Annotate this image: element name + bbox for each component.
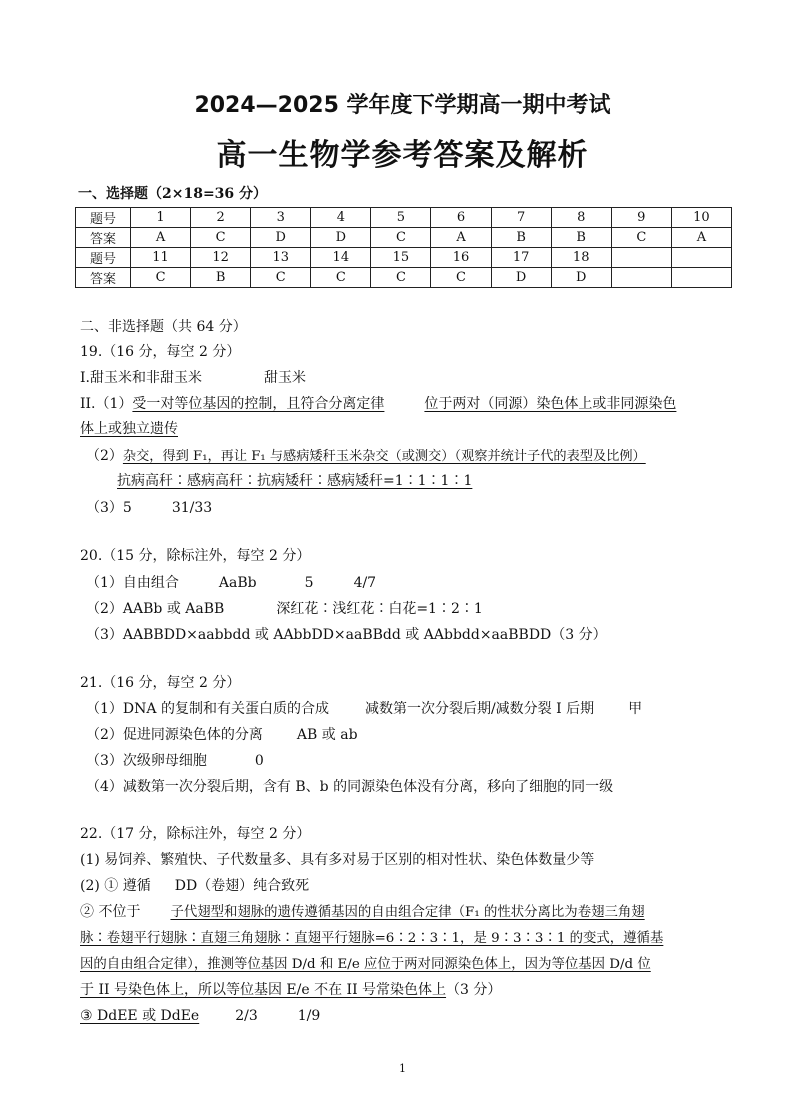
answer-text: 1/9 xyxy=(297,1008,321,1024)
answer-text: 于 II 号染色体上，所以等位基因 E/e 不在 II 号常染色体上 xyxy=(80,982,447,998)
answer-text: 杂交，得到 F₁，再让 F₁ 与感病矮秆玉米杂交（或测交）（观察并统计子代的表型及比例） xyxy=(122,449,646,464)
table-cell: C xyxy=(131,268,191,288)
table-cell: B xyxy=(191,268,251,288)
table-cell: 16 xyxy=(431,248,491,268)
table-cell: 6 xyxy=(431,208,491,228)
answer-text: （3 分） xyxy=(446,982,502,998)
answer-label: （2） xyxy=(86,727,123,743)
q22-line7 xyxy=(80,1005,320,1025)
table-cell: 12 xyxy=(191,248,251,268)
section1-heading: 一、选择题（2×18=36 分） xyxy=(78,186,268,202)
answer-label: （1） xyxy=(86,701,123,717)
table-cell: B xyxy=(491,228,551,248)
table-row xyxy=(76,268,732,288)
table-cell: C xyxy=(371,228,431,248)
q21-line3 xyxy=(86,750,264,770)
answer-text: 甲 xyxy=(628,701,643,717)
table-cell: 11 xyxy=(131,248,191,268)
table-cell: 9 xyxy=(611,208,671,228)
answer-text: AABBDD×aabbdd 或 AAbbDD×aaBBdd 或 AAbbdd×aaBBDD（3 分） xyxy=(122,627,607,643)
answer-label: （3） xyxy=(86,500,123,516)
answer-text: 抗病高秆∶感病高秆∶抗病矮秆∶感病矮秆=1∶1∶1∶1 xyxy=(117,473,473,489)
answer-label: （1） xyxy=(86,575,123,591)
table-cell xyxy=(611,248,671,268)
answer-text: 子代翅型和翅脉的遗传遵循基因的自由组合定律（F₁ 的性状分离比为卷翅三角翅 xyxy=(170,905,645,920)
q20-line3 xyxy=(86,624,607,644)
table-cell xyxy=(611,268,671,288)
answer-label: II.（1） xyxy=(80,396,133,412)
row-label-answer: 答案 xyxy=(76,268,131,288)
q20-heading: 20.（15 分，除标注外，每空 2 分） xyxy=(80,548,311,564)
table-cell: C xyxy=(431,268,491,288)
row-label-question: 题号 xyxy=(76,248,131,268)
table-cell xyxy=(671,248,731,268)
q21-line2 xyxy=(86,724,358,744)
q22-line1: (1) 易饲养、繁殖快、子代数量多、具有多对易于区别的相对性状、染色体数量少等 xyxy=(80,852,595,868)
answer-text: ③ DdEE 或 DdEe xyxy=(80,1008,200,1024)
q22-heading: 22.（17 分，除标注外，每空 2 分） xyxy=(80,826,311,842)
answer-text: I.甜玉米和非甜玉米 xyxy=(80,370,202,386)
answer-text: 2/3 xyxy=(235,1008,258,1024)
table-cell: D xyxy=(491,268,551,288)
section2-heading: 二、非选择题（共 64 分） xyxy=(80,319,247,335)
answer-text: 甜玉米 xyxy=(263,370,306,386)
table-row xyxy=(76,208,732,228)
table-cell: 8 xyxy=(551,208,611,228)
table-cell: C xyxy=(371,268,431,288)
answer-text: 减数第一次分裂后期/减数分裂 I 后期 xyxy=(364,701,595,717)
answer-text: 31/33 xyxy=(171,500,213,516)
table-cell xyxy=(671,268,731,288)
answer-label: （4） xyxy=(86,779,123,795)
table-cell: 1 xyxy=(131,208,191,228)
table-cell: C xyxy=(191,228,251,248)
row-label-question: 题号 xyxy=(76,208,131,228)
answer-text: AABb 或 AaBB xyxy=(122,601,225,617)
document-title: 高一生物学参考答案及解析 xyxy=(216,138,589,173)
answer-text: ② 不位于 xyxy=(80,904,141,920)
table-cell: A xyxy=(131,228,191,248)
answer-text: DNA 的复制和有关蛋白质的合成 xyxy=(122,701,329,717)
q21-line4 xyxy=(86,776,613,796)
answer-text: 自由组合 xyxy=(122,575,179,591)
q22-line3 xyxy=(80,901,645,921)
answer-text: 因的自由组合定律），推测等位基因 D/d 和 E/e 应位于两对同源染色体上，因为等位基因 D/d 位 xyxy=(80,957,651,972)
q21-line1 xyxy=(86,698,642,718)
table-cell: 17 xyxy=(491,248,551,268)
exam-title: 2024—2025 学年度下学期高一期中考试 xyxy=(194,93,611,118)
page-number: 1 xyxy=(399,1062,406,1075)
answer-label: （2） xyxy=(86,601,123,617)
q22-line6 xyxy=(80,979,501,999)
q19-part1 xyxy=(80,367,306,387)
answer-text: 位于两对（同源）染色体上或非同源染色 xyxy=(424,396,677,412)
q19-part2-3 xyxy=(86,497,212,517)
table-cell: 3 xyxy=(251,208,311,228)
answer-text: 减数第一次分裂后期，含有 B、b 的同源染色体没有分离，移向了细胞的同一级 xyxy=(122,779,614,795)
table-cell: C xyxy=(611,228,671,248)
answer-label: （3） xyxy=(86,753,123,769)
q19-part2-1 xyxy=(80,393,676,413)
table-cell: D xyxy=(311,228,371,248)
q21-heading: 21.（16 分，每空 2 分） xyxy=(80,675,241,691)
q19-part2-2 xyxy=(86,445,646,465)
table-cell: 13 xyxy=(251,248,311,268)
table-cell: 10 xyxy=(671,208,731,228)
q20-line2 xyxy=(86,598,483,618)
table-cell: C xyxy=(311,268,371,288)
table-cell: 14 xyxy=(311,248,371,268)
table-cell: A xyxy=(431,228,491,248)
q22-line2 xyxy=(80,875,309,895)
answer-text: 5 xyxy=(304,575,314,591)
answer-text: 脉∶卷翅平行翅脉∶直翅三角翅脉∶直翅平行翅脉=6∶2∶3∶1，是 9∶3∶3∶1 的变式，遵循基 xyxy=(80,931,664,946)
answer-label: （3） xyxy=(86,627,123,643)
table-cell: 5 xyxy=(371,208,431,228)
answer-text: (2) ① 遵循 xyxy=(80,878,151,894)
answer-text: 次级卵母细胞 xyxy=(122,753,207,769)
answer-text: DD（卷翅）纯合致死 xyxy=(174,878,310,894)
table-cell: 2 xyxy=(191,208,251,228)
table-cell: 4 xyxy=(311,208,371,228)
table-cell: D xyxy=(251,228,311,248)
answer-text: 5 xyxy=(122,500,132,516)
table-cell: D xyxy=(551,268,611,288)
table-row xyxy=(76,228,732,248)
answer-text: 4/7 xyxy=(353,575,377,591)
table-row xyxy=(76,248,732,268)
answer-text: 0 xyxy=(254,753,264,769)
answer-table xyxy=(75,207,732,288)
table-cell: B xyxy=(551,228,611,248)
answer-text: 深红花∶浅红花∶白花=1∶2∶1 xyxy=(276,601,483,617)
q20-line1 xyxy=(86,572,376,592)
answer-text: 促进同源染色体的分离 xyxy=(122,727,263,743)
table-cell: 15 xyxy=(371,248,431,268)
row-label-answer: 答案 xyxy=(76,228,131,248)
answer-text: 体上或独立遗传 xyxy=(80,421,178,437)
table-cell: C xyxy=(251,268,311,288)
table-cell: 18 xyxy=(551,248,611,268)
table-cell: 7 xyxy=(491,208,551,228)
answer-label: （2） xyxy=(86,448,123,464)
answer-text: 受一对等位基因的控制，且符合分离定律 xyxy=(132,396,385,412)
table-cell: A xyxy=(671,228,731,248)
answer-text: AaBb xyxy=(218,575,257,591)
answer-text: AB 或 ab xyxy=(296,727,358,743)
q19-heading: 19.（16 分，每空 2 分） xyxy=(80,344,241,360)
